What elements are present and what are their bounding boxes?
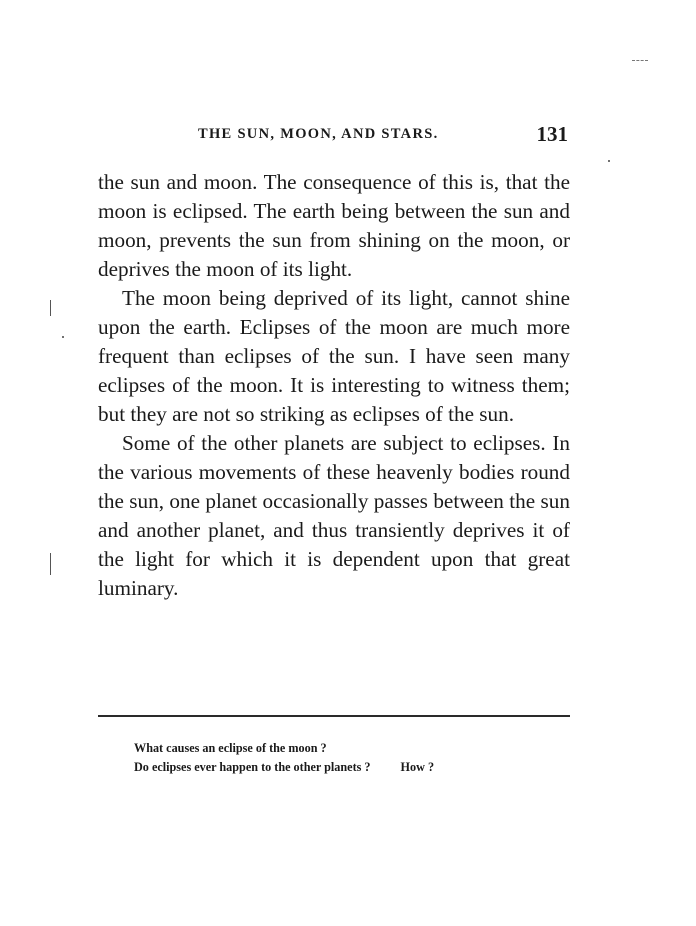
review-question	[134, 758, 570, 777]
paragraph: The moon being deprived of its light, cannot shine upon the earth. Eclipses of the moon are much more frequent than eclipses of the sun. I have seen many eclipses of the moon. It is interesting to witness them; but they are not so striking as eclipses of the sun.	[98, 286, 570, 426]
question-text: What causes an eclipse of the moon ?	[134, 741, 327, 755]
question-followup: How ?	[400, 760, 435, 774]
scan-speck	[608, 160, 610, 162]
margin-mark	[50, 553, 51, 575]
review-question	[134, 739, 570, 758]
scan-speck	[62, 336, 64, 338]
review-questions	[134, 739, 570, 777]
body-text	[98, 168, 570, 603]
running-head	[98, 122, 570, 150]
paragraph: Some of the other planets are subject to eclipses. In the various movements of these heavenly bodies round the sun, one planet occasionally passes between the sun and another planet, and thus transiently deprives it of the light for which it is dependent upon that great luminary.	[98, 431, 570, 600]
margin-mark	[50, 300, 51, 316]
scan-mark	[632, 60, 648, 62]
running-title: THE SUN, MOON, AND STARS.	[198, 126, 439, 142]
page-number: 131	[536, 122, 568, 146]
footnote-rule	[98, 715, 570, 717]
paragraph: the sun and moon. The consequence of this is, that the moon is eclipsed. The earth being between the sun and moon, prevents the sun from shining on the moon, or deprives the moon of its light.	[98, 170, 570, 281]
question-text: Do eclipses ever happen to the other planets ?	[134, 760, 371, 774]
